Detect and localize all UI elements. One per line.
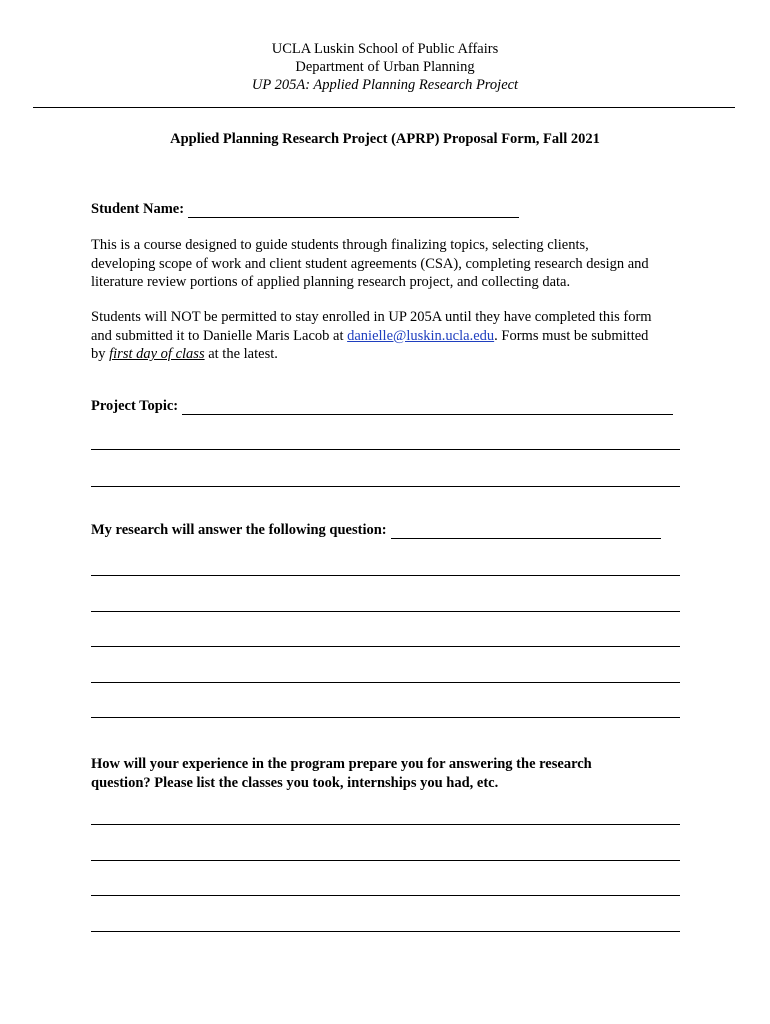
experience-answer-line-3[interactable]: [91, 895, 680, 896]
notice-line-1: Students will NOT be permitted to stay enrolled in UP 205A until they have completed this form: [91, 309, 652, 325]
experience-question-line-2: question? Please list the classes you took, internships you had, etc.: [91, 774, 499, 791]
student-name-label: Student Name:: [91, 201, 185, 217]
notice-line-2: [91, 327, 652, 346]
form-title: Applied Planning Research Project (APRP) Proposal Form, Fall 2021: [170, 131, 600, 147]
research-question-field[interactable]: [391, 524, 661, 539]
research-answer-line-3[interactable]: [91, 646, 680, 647]
course-title: UP 205A: Applied Planning Research Project: [251, 77, 519, 93]
notice-paragraph: [91, 308, 652, 364]
experience-question: [91, 755, 592, 792]
experience-answer-line-2[interactable]: [91, 860, 680, 861]
research-answer-line-5[interactable]: [91, 717, 680, 718]
research-answer-line-2[interactable]: [91, 611, 680, 612]
email-link[interactable]: danielle@luskin.ucla.edu: [347, 327, 495, 344]
school-name: UCLA Luskin School of Public Affairs: [271, 41, 499, 57]
research-question-label: My research will answer the following question:: [91, 522, 387, 538]
research-answer-line-1[interactable]: [91, 575, 680, 576]
project-topic-line-3[interactable]: [91, 486, 680, 487]
department-name: Department of Urban Planning: [295, 59, 475, 75]
project-topic-label: Project Topic:: [91, 398, 179, 414]
project-topic-field[interactable]: [182, 400, 673, 415]
student-name-row: [91, 201, 519, 218]
experience-question-line-1: How will your experience in the program prepare you for answering the research: [91, 756, 592, 772]
document-header: [0, 40, 770, 94]
notice-line-2-prefix: and submitted it to Danielle Maris Lacob at: [91, 327, 348, 344]
intro-line-3: literature review portions of applied planning research project, and collecting data.: [91, 274, 571, 290]
intro-paragraph: [91, 236, 649, 292]
intro-line-2: developing scope of work and client student agreements (CSA), completing research design and: [91, 255, 649, 272]
deadline-text: first day of class: [109, 346, 205, 362]
research-answer-line-4[interactable]: [91, 682, 680, 683]
experience-answer-line-4[interactable]: [91, 931, 680, 932]
header-divider: [33, 107, 735, 108]
research-question-row: [91, 522, 661, 539]
notice-line-3-prefix: by: [91, 346, 110, 362]
experience-answer-line-1[interactable]: [91, 824, 680, 825]
notice-line-3-suffix: at the latest.: [204, 346, 278, 362]
project-topic-row: [91, 398, 673, 415]
student-name-field[interactable]: [188, 203, 519, 218]
notice-line-3: [91, 345, 652, 364]
intro-line-1: This is a course designed to guide students through finalizing topics, selecting clients,: [91, 237, 589, 253]
project-topic-line-2[interactable]: [91, 449, 680, 450]
notice-line-2-suffix: . Forms must be submitted: [494, 327, 649, 344]
